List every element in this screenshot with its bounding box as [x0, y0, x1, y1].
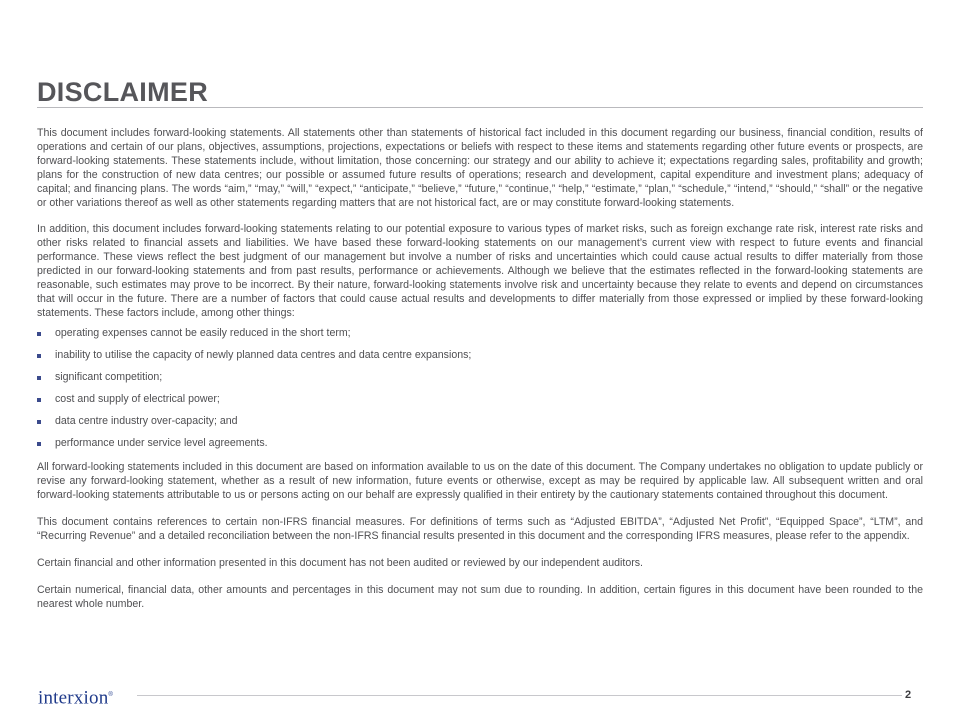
square-bullet-icon — [37, 354, 41, 358]
registered-mark: ® — [108, 692, 114, 698]
not-audited-paragraph: Certain financial and other information presented in this document has not been audited or reviewed by our independent auditors. — [37, 556, 643, 569]
list-item — [37, 393, 923, 407]
square-bullet-icon — [37, 398, 41, 402]
page-number: 2 — [905, 689, 912, 701]
title-divider — [37, 107, 923, 108]
list-item — [37, 327, 923, 341]
list-item — [37, 437, 923, 451]
interxion-logo — [38, 684, 113, 709]
risk-factor-text: inability to utilise the capacity of newly planned data centres and data centre expansions; — [55, 348, 472, 361]
risk-factor-text: data centre industry over-capacity; and — [55, 415, 238, 428]
square-bullet-icon — [37, 332, 41, 336]
list-item — [37, 371, 923, 385]
risk-factor-text: significant competition; — [55, 370, 163, 383]
page-title: DISCLAIMER — [37, 77, 208, 107]
risk-factor-list — [37, 327, 923, 451]
square-bullet-icon — [37, 376, 41, 380]
forward-looking-paragraph: This document includes forward-looking statements. All statements other than statements of historical fact included in this document regarding our business, financial condition, results of operations and certain of our plans, objectives, assumptions, projections, expectations or beliefs with respect to these items and statements regarding other future events or prospects, are forward-looking statements. These statements include, without limitation, those concerning: our strategy and our ability to achieve it; expectations regarding sales, profitability and growth; plans for the construction of new data centres; our possible or assumed future results of operations; research and development, capital expenditure and investment plans; adequacy of capital; and financing plans. The words “aim,” “may,” “will,” “expect,” “anticipate,” “believe,” “future,” “continue,” “help,” “estimate,” “plan,” “schedule,” “intend,” “should,” “shall” or the negative or other variations thereof as well as other statements regarding matters that are not historical fact, are or may constitute forward-looking statements. — [37, 127, 923, 209]
square-bullet-icon — [37, 442, 41, 446]
square-bullet-icon — [37, 420, 41, 424]
disclaimer-body — [37, 127, 923, 624]
footer-divider — [137, 695, 902, 696]
market-risks-paragraph: In addition, this document includes forward-looking statements relating to our potential exposure to various types of market risks, such as foreign exchange rate risk, interest rate risks and other risks related to financial assets and liabilities. We have based these forward-looking statements on our management’s current view with respect to future events and financial performance. These views reflect the best judgment of our management but involve a number of risks and uncertainties which could cause actual results to differ materially from those predicted in our forward-looking statements and from past results, performance or achievements. Although we believe that the estimates reflected in the forward-looking statements are reasonable, such estimates may prove to be incorrect. By their nature, forward-looking statements involve risk and uncertainty because they relate to events and depend on circumstances that will occur in the future. There are a number of factors that could cause actual results and developments to differ materially from those expressed or implied by these forward-looking statements. These factors include, among other things: — [37, 223, 923, 319]
risk-factor-text: operating expenses cannot be easily reduced in the short term; — [55, 326, 351, 339]
risk-factor-text: performance under service level agreements. — [55, 437, 268, 450]
list-item — [37, 349, 923, 363]
logo-wordmark: interxion — [38, 687, 109, 709]
rounding-paragraph: Certain numerical, financial data, other amounts and percentages in this document may not sum due to rounding. In addition, certain figures in this document have been rounded to the nearest whole number. — [37, 583, 923, 610]
qualification-paragraph: All forward-looking statements included in this document are based on information available to us on the date of this document. The Company undertakes no obligation to update publicly or revise any forward-looking statement, whether as a result of new information, future events or otherwise, except as may be required by applicable law. All subsequent written and oral forward-looking statements attributable to us or persons acting on our behalf are expressly qualified in their entirety by the cautionary statements contained throughout this document. — [37, 461, 923, 501]
list-item — [37, 415, 923, 429]
risk-factor-text: cost and supply of electrical power; — [55, 393, 220, 406]
non-ifrs-paragraph: This document contains references to certain non-IFRS financial measures. For definitions of terms such as “Adjusted EBITDA”, “Adjusted Net Profit”, “Equipped Space”, “LTM”, and “Recurring Revenue” and a detailed reconciliation between the non-IFRS financial results presented in this document and the corresponding IFRS measures, please refer to the appendix. — [37, 515, 923, 542]
